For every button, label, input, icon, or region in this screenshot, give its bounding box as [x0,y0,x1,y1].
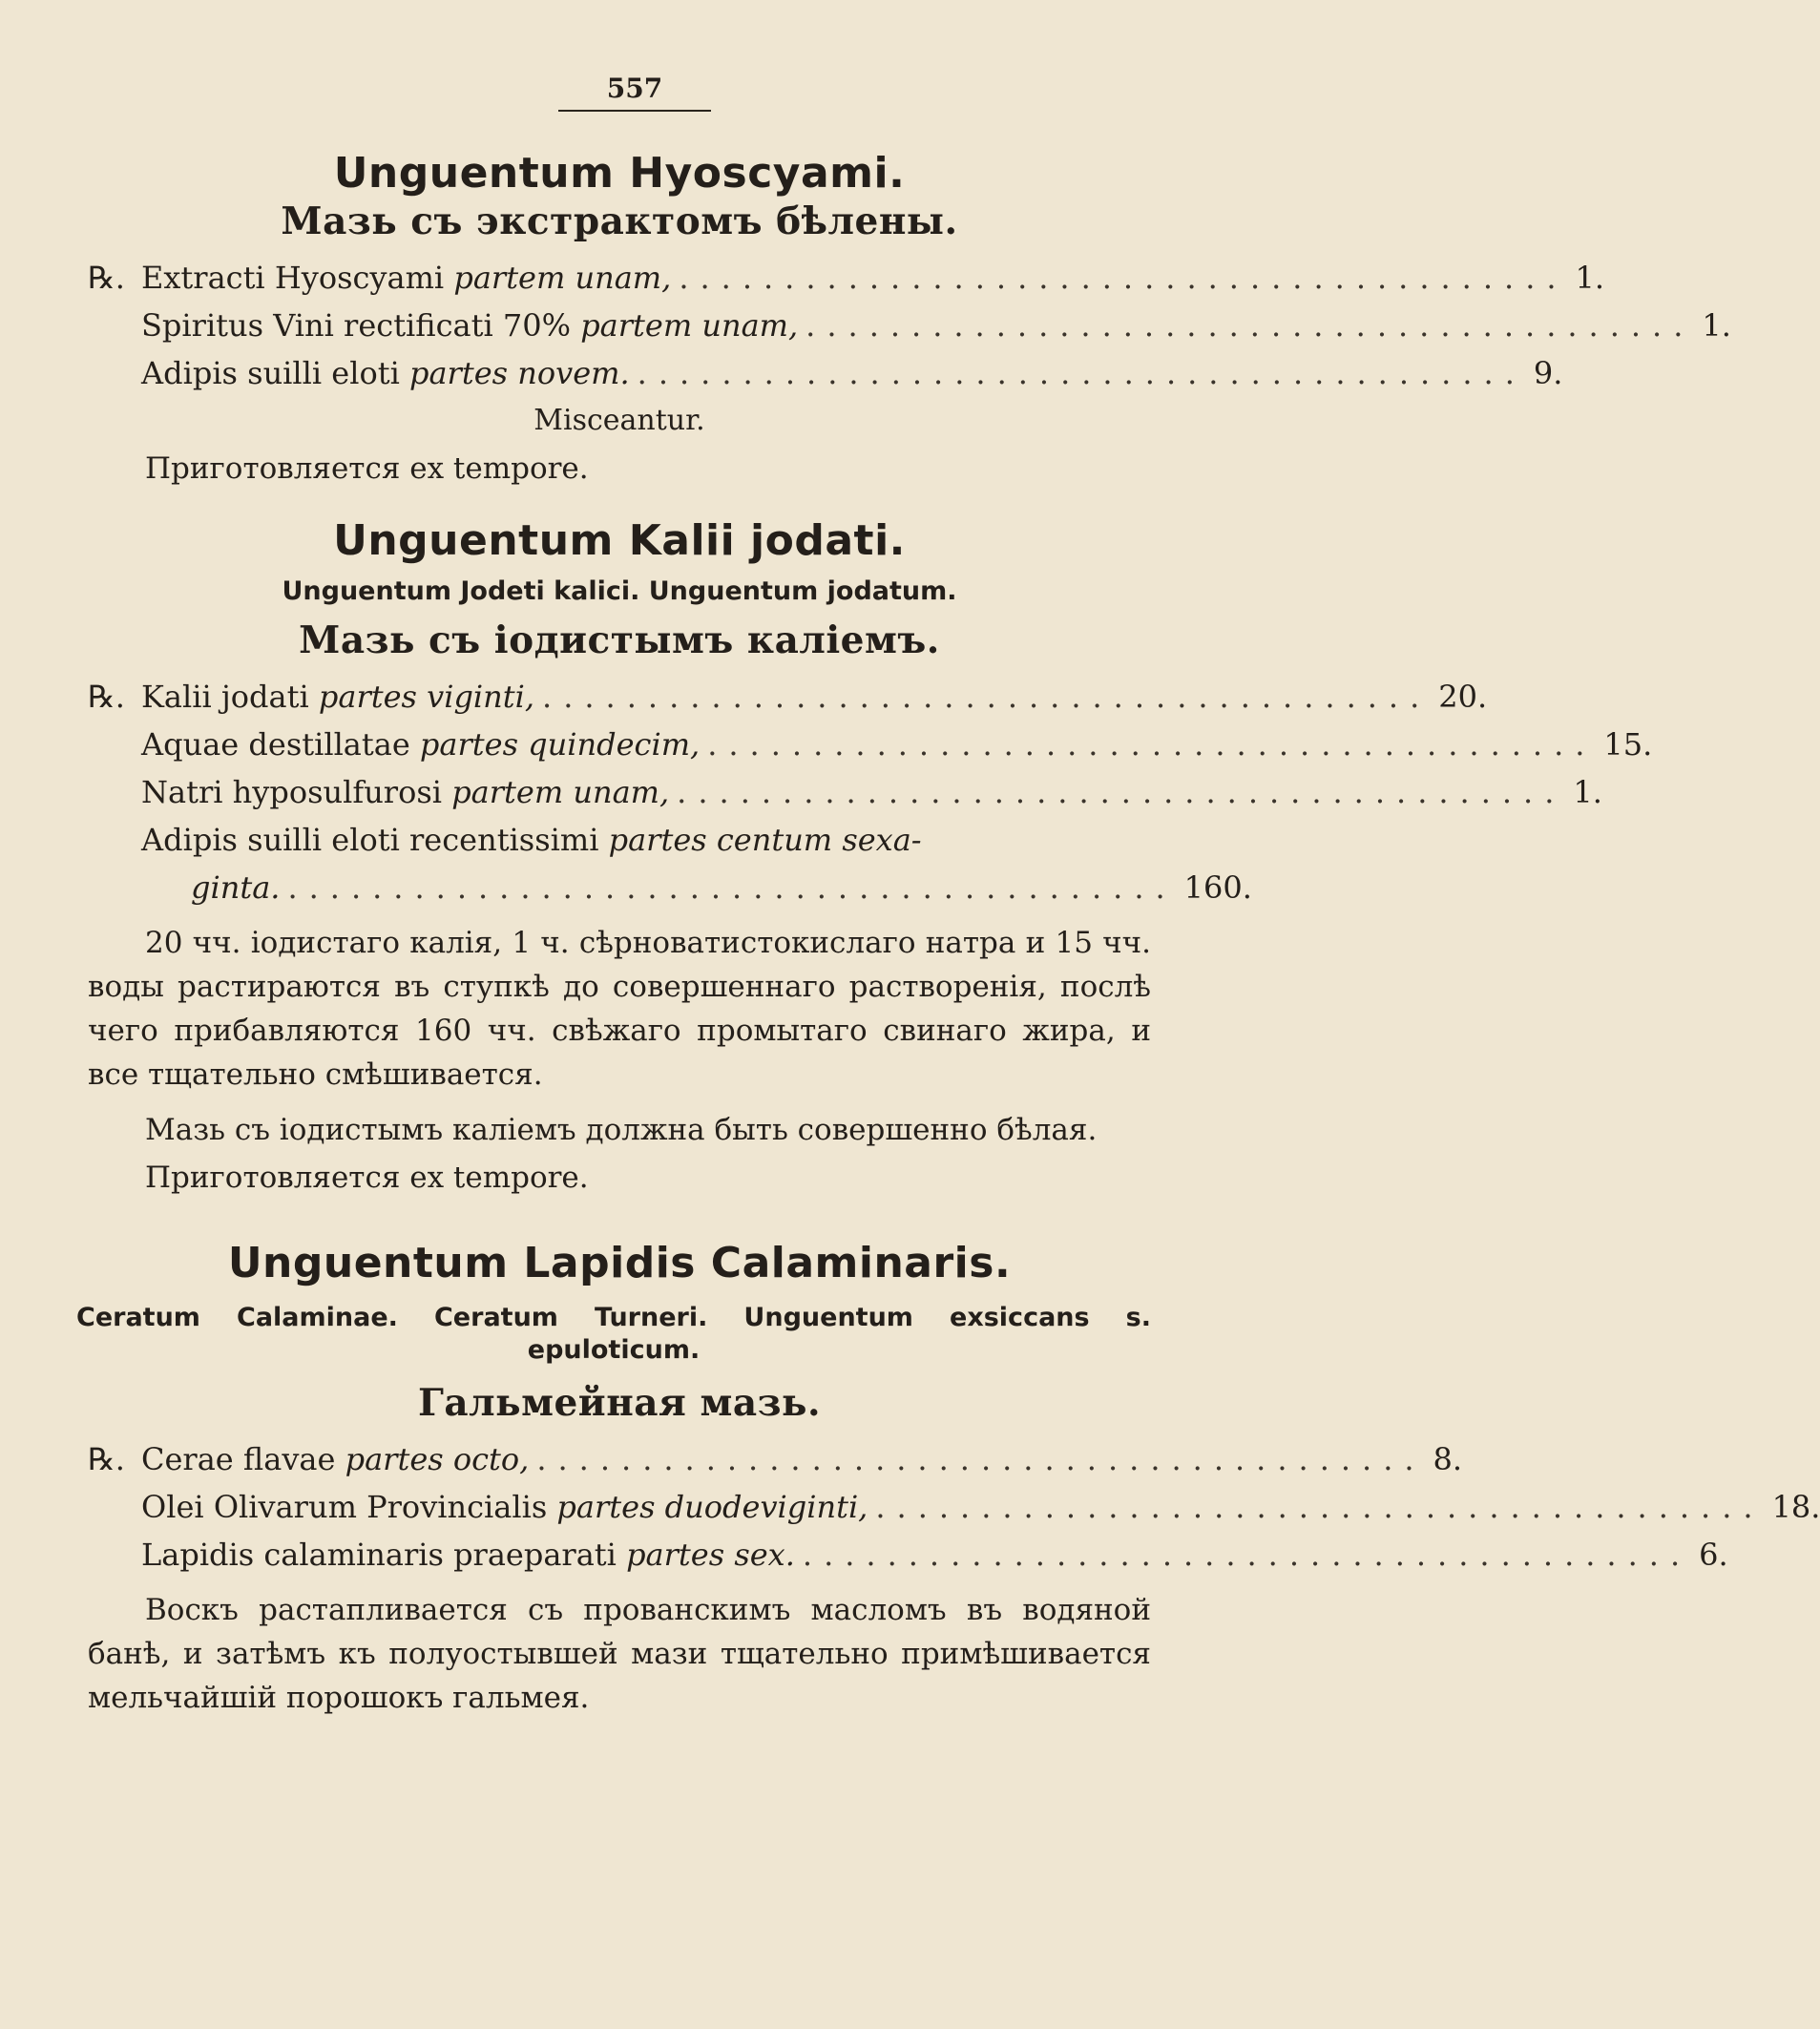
ingredient-quantity: partes viginti, [318,679,535,716]
recipe-row-continuation [88,864,1252,911]
ingredient-name [141,1483,868,1531]
leader-dots: .......................................... [679,260,1568,297]
ingredient-name [141,721,700,768]
leader-dots: .......................................... [677,774,1566,811]
ingredient-amount: 18. [1771,1489,1820,1526]
ingredient-latin: Natri hyposulfurosi [141,774,443,811]
ingredient-name [141,816,922,864]
description-note: Мазь съ іодистымъ каліемъ должна быть совершенно бѣлая. [145,1113,1098,1148]
leader-dots: .......................................... [287,869,1177,907]
ingredient-quantity: partem unam, [451,774,670,811]
ingredient-quantity: partes sex. [626,1537,795,1574]
recipe-list [88,254,1731,397]
leader-dots: .......................................... [707,726,1597,763]
section-synonyms: Ceratum Calaminae. Ceratum Turneri. Unguentum exsiccans s. epuloticum. [76,1303,1151,1365]
section-russian-title: Мазь съ экстрактомъ бѣлены. [281,199,958,243]
ingredient-amount: 15. [1603,726,1653,763]
recipe-row [88,673,1488,721]
ingredient-latin: Cerae flavae [141,1441,336,1478]
recipe-row [88,768,1602,816]
ingredient-amount: 9. [1533,355,1563,392]
ingredient-latin: Olei Olivarum Provincialis [141,1489,548,1526]
recipe-row [88,721,1653,768]
section-unguentum-hyoscyami [88,149,1731,492]
ingredient-quantity: partes quindecim, [419,726,701,763]
ingredient-name [141,768,669,816]
recipe-row [88,1531,1728,1579]
ingredient-quantity: partem unam, [580,307,799,345]
ingredient-quantity: partem unam, [453,260,672,297]
book-page [0,73,1820,2029]
ingredient-quantity: partes centum sexa- [608,822,922,859]
preparation-paragraph: Воскъ растапливается съ прованскимъ масломъ въ водяной банѣ, и затѣмъ къ полуостывшей мази тщательно примѣшивается мельчайшій порошокъ гальмея. [88,1593,1151,1716]
ingredient-amount: 6. [1699,1537,1728,1574]
section-unguentum-kalii-jodati [88,516,1653,1202]
recipe-symbol: ℞. [88,260,125,297]
ingredient-latin: Extracti Hyoscyami [141,260,445,297]
ingredient-amount: 20. [1438,679,1488,716]
ingredient-name [141,349,630,397]
ingredient-latin: Spiritus Vini rectificati 70% [141,307,572,345]
preparation-paragraph: 20 чч. іодистаго калія, 1 ч. сѣрноватистокислаго натра и 15 чч. воды растираются въ ступкѣ до совершеннаго растворенія, послѣ чего прибавляются 160 чч. свѣжаго промытаго свинаго жира, и все тщательно смѣшивается. [88,926,1151,1093]
ingredient-latin: Lapidis calaminaris praeparati [141,1537,617,1574]
ingredient-amount: 1. [1702,307,1731,345]
ingredient-quantity: ginta. [191,869,281,907]
ingredient-name [141,254,671,302]
ingredient-amount: 1. [1573,774,1602,811]
ingredient-name [141,673,534,721]
section-unguentum-lapidis-calaminaris [76,1239,1820,1720]
recipe-list [88,673,1653,911]
recipe-row [88,302,1731,349]
leader-dots: .......................................... [875,1489,1765,1526]
recipe-row [88,1435,1463,1483]
ingredient-name [141,302,798,349]
page-number: 557 [558,73,711,112]
ingredient-latin: Aquae destillatae [141,726,410,763]
misceantur-line: Misceantur. [533,404,705,438]
section-title: Unguentum Kalii jodati. [333,516,906,566]
section-title: Unguentum Hyoscyami. [333,149,906,198]
leader-dots: .......................................... [805,307,1695,345]
ingredient-amount: 8. [1433,1441,1463,1478]
ingredient-latin: Kalii jodati [141,679,309,716]
recipe-row [88,1483,1820,1531]
leader-dots: .......................................... [637,355,1526,392]
ingredient-name [141,1435,529,1483]
recipe-row-multiline [88,816,1151,864]
leader-dots: .......................................... [536,1441,1426,1478]
ingredient-name [141,1531,795,1579]
recipe-list [88,1435,1820,1579]
recipe-symbol: ℞. [88,1441,125,1478]
preparation-note: Приготовляется ex tempore. [145,1161,589,1196]
ingredient-name-continued [141,864,280,911]
section-title: Unguentum Lapidis Calaminaris. [227,1239,1012,1288]
recipe-row [88,254,1605,302]
preparation-note: Приготовляется ex tempore. [145,451,589,487]
section-russian-title: Гальмейная мазь. [417,1380,822,1425]
ingredient-quantity: partes octo, [345,1441,530,1478]
ingredient-quantity: partes novem. [408,355,630,392]
ingredient-quantity: partes duodeviginti, [556,1489,868,1526]
section-russian-title: Мазь съ іодистымъ каліемъ. [299,617,940,662]
section-synonyms: Unguentum Jodeti kalici. Unguentum jodatum. [282,575,957,606]
leader-dots: .......................................... [542,679,1432,716]
ingredient-latin: Adipis suilli eloti recentissimi [141,822,599,859]
ingredient-amount: 1. [1575,260,1605,297]
ingredient-latin: Adipis suilli eloti [141,355,400,392]
recipe-symbol: ℞. [88,679,125,716]
recipe-row [88,349,1563,397]
ingredient-amount: 160. [1183,869,1252,907]
leader-dots: .......................................... [802,1537,1692,1574]
